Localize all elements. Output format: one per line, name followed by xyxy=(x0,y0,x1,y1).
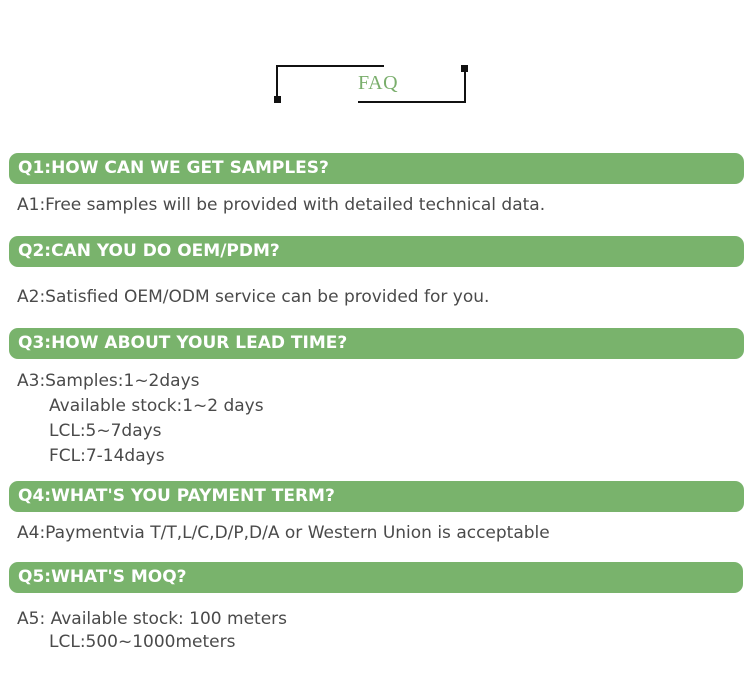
question-bar-4: Q4:WHAT'S YOU PAYMENT TERM? xyxy=(9,481,744,512)
answer-2 xyxy=(17,285,489,310)
answer-line: A3:Samples:1~2days xyxy=(17,371,200,391)
frame-bottom-line xyxy=(358,101,466,103)
answer-4 xyxy=(17,521,550,546)
faq-header xyxy=(0,0,750,110)
question-bar-3: Q3:HOW ABOUT YOUR LEAD TIME? xyxy=(9,328,744,359)
frame-corner-dot-left xyxy=(274,96,281,103)
answer-line: A5: Available stock: 100 meters xyxy=(17,609,288,629)
answer-line: A1:Free samples will be provided with detailed technical data. xyxy=(17,195,546,215)
answer-line: A4:Paymentvia T/T,L/C,D/P,D/A or Western Union is acceptable xyxy=(17,523,550,543)
answer-1 xyxy=(17,193,545,218)
answer-line: A2:Satisfied OEM/ODM service can be provided for you. xyxy=(17,287,490,307)
answer-line: LCL:500~1000meters xyxy=(49,632,236,652)
frame-right-line xyxy=(464,70,466,103)
answer-line: Available stock:1~2 days xyxy=(49,396,264,416)
answer-line: FCL:7-14days xyxy=(49,446,165,466)
question-bar-2: Q2:CAN YOU DO OEM/PDM? xyxy=(9,236,744,267)
page-title: FAQ xyxy=(358,72,399,94)
frame-corner-dot-right xyxy=(461,65,468,72)
answer-line: LCL:5~7days xyxy=(49,421,162,441)
question-bar-5: Q5:WHAT'S MOQ? xyxy=(9,562,743,593)
frame-left-line xyxy=(276,65,278,97)
answer-3 xyxy=(17,369,264,469)
answer-5 xyxy=(17,608,287,654)
frame-top-line xyxy=(276,65,384,67)
question-bar-1: Q1:HOW CAN WE GET SAMPLES? xyxy=(9,153,744,184)
